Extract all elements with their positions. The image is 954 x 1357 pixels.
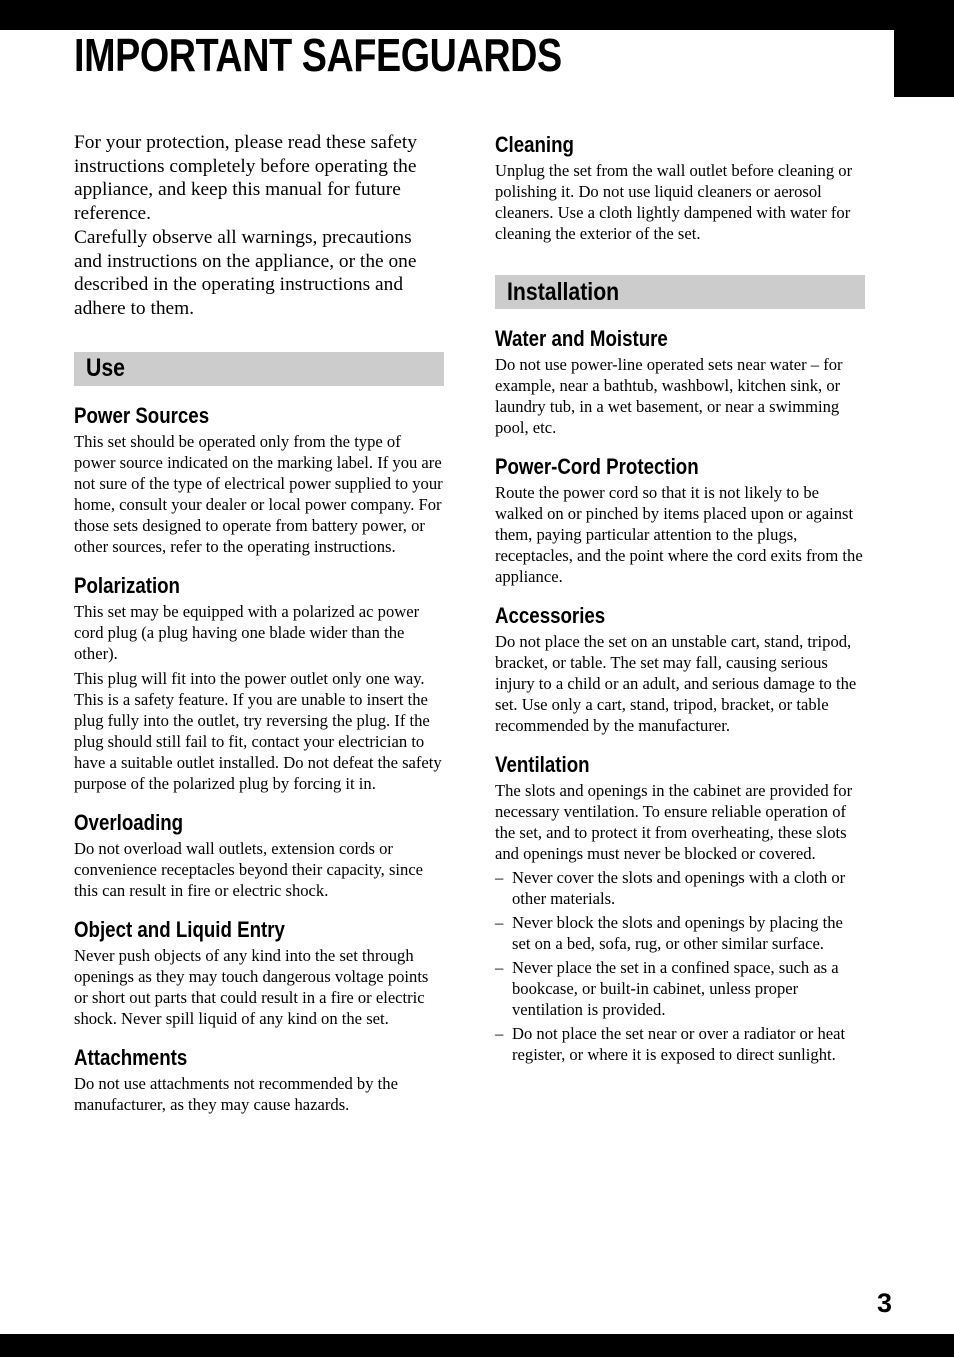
list-item (495, 912, 865, 954)
list-item-text: Never block the slots and openings by placing the set on a bed, sofa, rug, or other similar surface. (512, 913, 843, 953)
heading-water-moisture: Water and Moisture (495, 326, 668, 351)
page-title: IMPORTANT SAFEGUARDS (74, 29, 562, 81)
list-item-text: Never cover the slots and openings with a cloth or other materials. (512, 868, 846, 908)
text-accessories: Do not place the set on an unstable cart, stand, tripod, bracket, or table. The set may fall, causing serious injury to a child or an adult, and serious damage to the set. Use only a cart, stand, tripod, bracket, or table recommended by the manufacturer. (495, 632, 857, 735)
text-overloading: Do not overload wall outlets, extension cords or convenience receptacles beyond their capacity, since this can result in fire or electric shock. (74, 838, 424, 900)
dash-marker: – (495, 868, 504, 887)
heading-polarization: Polarization (74, 572, 180, 598)
list-item (495, 1023, 865, 1065)
left-column (74, 131, 444, 1115)
text-cleaning: Unplug the set from the wall outlet before cleaning or polishing it. Do not use liquid cleaners or aerosol cleaners. Use a cloth lightly dampened with water for cleaning the exterior of the set. (495, 161, 853, 243)
text-polarization-1: This set may be equipped with a polarized ac power cord plug (a plug having one blade wider than the other). (74, 601, 420, 663)
heading-cleaning: Cleaning (495, 132, 574, 157)
corner-tab (894, 30, 954, 97)
text-ventilation: The slots and openings in the cabinet are provided for necessary ventilation. To ensure reliable operation of the set, and to protect it from overheating, these slots and openings must never be blocked or covered. (495, 781, 853, 863)
section-title-use: Use (86, 354, 125, 383)
bottom-bar (0, 1334, 954, 1357)
ventilation-list (495, 867, 865, 1065)
intro (74, 131, 444, 321)
text-attachments: Do not use attachments not recommended by the manufacturer, as they may cause hazards. (74, 1073, 398, 1114)
page-number: 3 (877, 1288, 893, 1318)
section-header-use (74, 352, 444, 386)
dash-marker: – (495, 1024, 504, 1043)
heading-power-cord-protection: Power-Cord Protection (495, 454, 699, 479)
right-column (495, 130, 865, 1065)
list-item-text: Do not place the set near or over a radiator or heat register, or where it is exposed to direct sunlight. (512, 1024, 846, 1064)
intro-paragraph-1: For your protection, please read these safety instructions completely before operating the appliance, and keep this manual for future reference. (74, 132, 417, 225)
top-bar (0, 0, 954, 30)
section-header-installation (495, 275, 865, 309)
text-object-liquid-entry: Never push objects of any kind into the set through openings as they may touch dangerous voltage points or short out parts that could result in a fire or electric shock. Never spill liquid of any kind on the set. (74, 945, 429, 1028)
list-item-text: Never place the set in a confined space, such as a bookcase, or built-in cabinet, unless proper ventilation is provided. (512, 958, 839, 1019)
list-item (495, 867, 865, 909)
heading-ventilation: Ventilation (495, 752, 590, 777)
text-power-sources: This set should be operated only from the type of power source indicated on the marking label. If you are not sure of the type of electrical power supplied to your home, consult your dealer or local power company. For those sets designed to operate from battery power, or other sources, refer to the operating instructions. (74, 431, 443, 556)
text-power-cord-protection: Route the power cord so that it is not likely to be walked on or pinched by items placed upon or against them, paying particular attention to the plugs, receptacles, and the point where the cord exits from the appliance. (495, 483, 863, 586)
list-item (495, 957, 865, 1020)
heading-attachments: Attachments (74, 1044, 188, 1070)
text-water-moisture: Do not use power-line operated sets near water – for example, near a bathtub, washbowl, kitchen sink, or laundry tub, in a wet basement, or near a swimming pool, etc. (495, 355, 843, 437)
text-polarization-2: This plug will fit into the power outlet only one way. This is a safety feature. If you are unable to insert the plug fully into the outlet, try reversing the plug. If the plug should still fail to fit, contact your electrician to have a suitable outlet installed. Do not defeat the safety purpose of the polarized plug by forcing it in. (74, 668, 442, 793)
heading-accessories: Accessories (495, 603, 606, 628)
heading-power-sources: Power Sources (74, 402, 210, 428)
section-title-installation: Installation (507, 277, 620, 306)
heading-overloading: Overloading (74, 809, 184, 835)
dash-marker: – (495, 913, 504, 932)
dash-marker: – (495, 958, 504, 977)
heading-object-liquid-entry: Object and Liquid Entry (74, 916, 285, 942)
intro-paragraph-2: Carefully observe all warnings, precautions and instructions on the appliance, or the one described in the operating instructions and adhere to them. (74, 226, 417, 319)
